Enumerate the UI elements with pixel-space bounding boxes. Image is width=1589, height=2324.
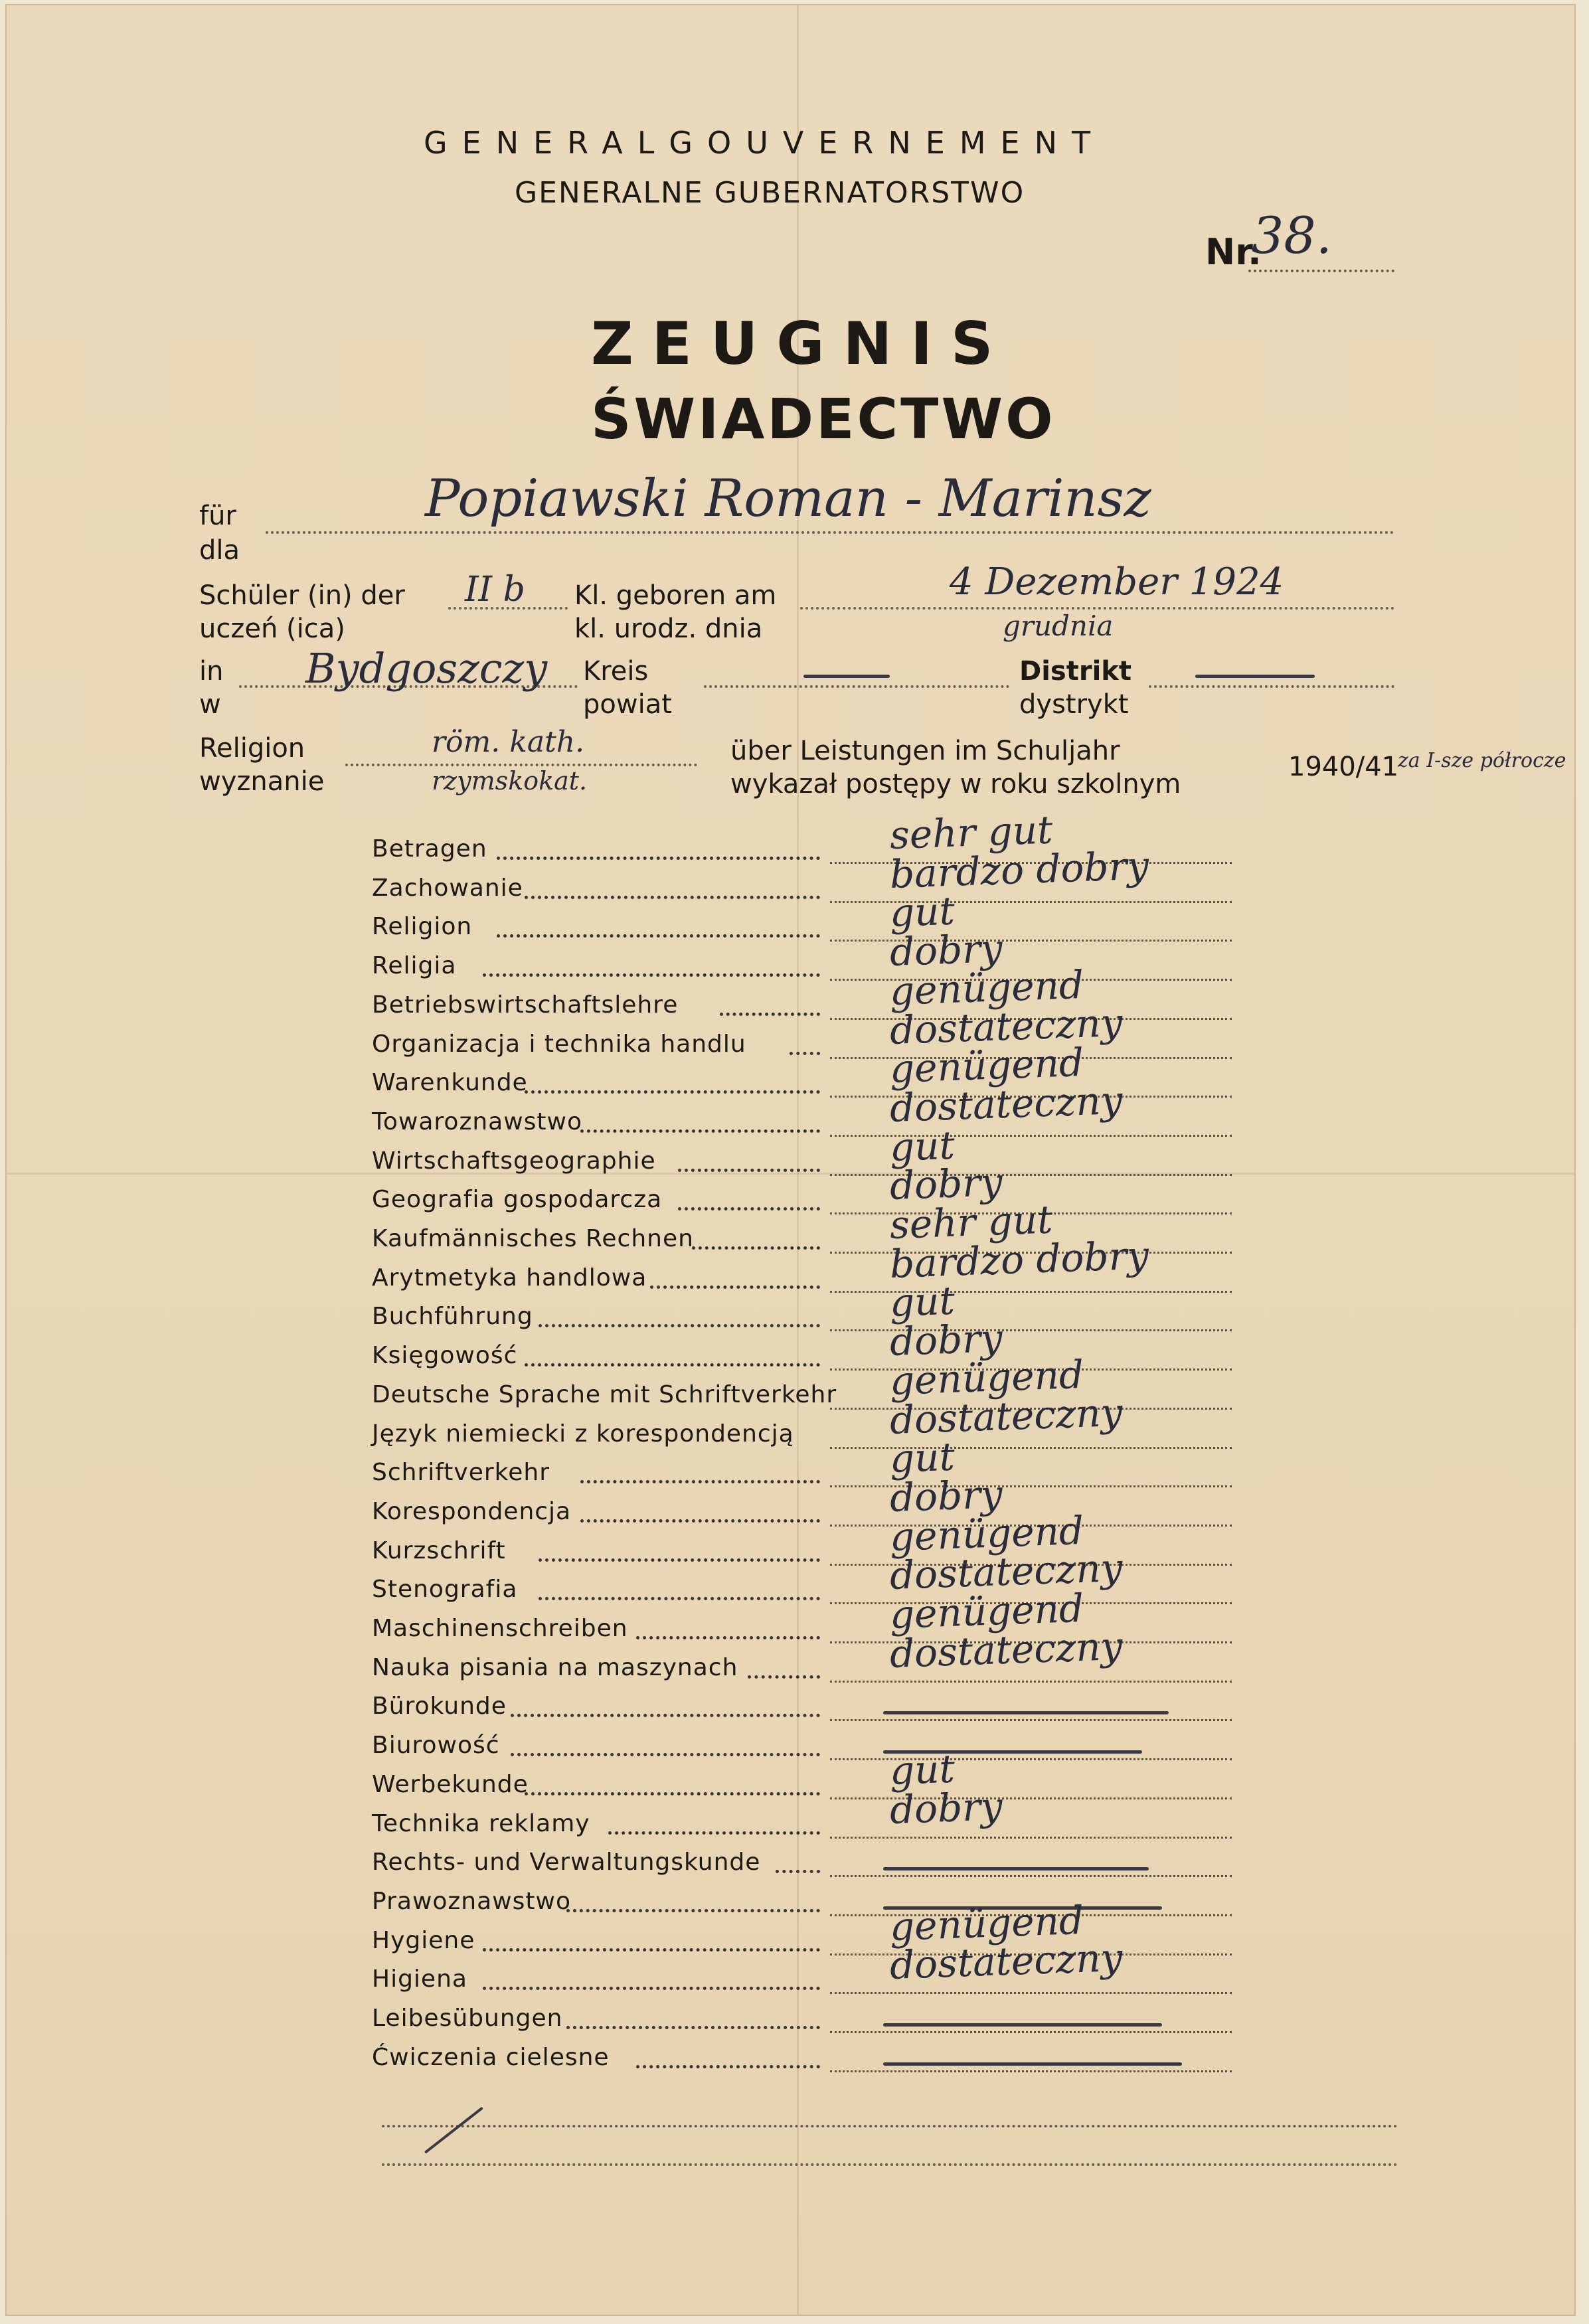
subject-name: Geografia gospodarcza [372,1186,663,1213]
subject-leader-dots [636,2065,820,2068]
subject-name: Arytmetyka handlowa [372,1264,647,1291]
document-title-polish: ŚWIADECTWO [591,386,1056,452]
number-label: Nr. [1205,231,1262,273]
label-dystrykt: dystrykt [1019,689,1129,720]
grade-line [830,1719,1232,1721]
subject-grade: gut [888,1434,956,1481]
label-in: in [199,656,224,687]
grade-line [830,1992,1232,1994]
subject-grade: genügend [888,961,1085,1014]
subject-grade: genügend [888,1897,1085,1950]
subject-name: Księgowość [372,1342,518,1369]
subject-grade: gut [888,888,956,936]
subject-leader-dots [539,1324,820,1327]
subject-name: Warenkunde [372,1069,528,1096]
subject-leader-dots [525,1792,820,1795]
grade-dash [883,1867,1149,1870]
subject-grade: sehr gut [888,1197,1054,1248]
subject-leader-dots [525,896,820,899]
subject-name: Kaufmännisches Rechnen [372,1225,694,1252]
subject-name: Biurowość [372,1732,500,1759]
kreis-line [704,685,1009,688]
subject-leader-dots [525,1363,820,1367]
subject-grade: genügend [888,1039,1085,1092]
subject-leader-dots [483,1987,820,1990]
subject-leader-dots [497,934,820,938]
subject-leader-dots [497,857,820,860]
document-title-german: ZEUGNIS [591,309,1012,378]
subject-name: Schriftverkehr [372,1459,550,1486]
subject-leader-dots [650,1286,820,1289]
subject-leader-dots [608,1831,820,1835]
subject-grade: dobry [888,1784,1003,1833]
grade-line [830,1681,1232,1683]
student-name: Popiawski Roman - Marinsz [425,469,1151,529]
subject-grade: dostateczny [888,1389,1124,1443]
subject-name: Kurzschrift [372,1537,506,1564]
extra-slash-mark [424,2107,483,2154]
subject-grade: dobry [888,1471,1003,1521]
subject-grade: gut [888,1746,956,1793]
subject-leader-dots [692,1246,820,1250]
header-line-german: GENERALGOUVERNEMENT [424,125,1106,161]
distrikt-dash [1195,675,1315,678]
label-fur: für [199,501,236,531]
subject-name: Rechts- und Verwaltungskunde [372,1849,761,1876]
grade-line [830,2031,1232,2033]
place-value: Bydgoszczy [305,644,548,693]
subject-leader-dots [776,1870,820,1873]
subject-leader-dots [580,1519,820,1523]
subject-leader-dots [566,1909,820,1912]
name-line [266,531,1394,534]
subject-grade: dostateczny [888,999,1124,1053]
subject-name: Nauka pisania na maszynach [372,1654,738,1681]
subject-leader-dots [748,1675,820,1679]
subject-grade: gut [888,1278,956,1325]
label-kl: Kl. geboren am [574,580,777,611]
subject-name: Religion [372,913,473,940]
distrikt-line [1149,685,1394,688]
subject-name: Organizacja i technika handlu [372,1031,746,1058]
subject-leader-dots [539,1558,820,1562]
subject-name: Towaroznawstwo [372,1108,582,1135]
subject-name: Prawoznawstwo [372,1888,571,1915]
subject-name: Bürokunde [372,1693,507,1720]
label-powiat: powiat [583,689,672,720]
subject-name: Język niemiecki z korespondencją [372,1420,794,1448]
label-distrikt: Distrikt [1019,656,1132,687]
subject-name: Korespondencja [372,1498,572,1525]
label-w: w [199,689,221,720]
term-note: za I-sze półrocze [1398,749,1566,772]
subject-name: Betriebswirtschaftslehre [372,991,679,1019]
number-value: 38. [1252,206,1332,265]
subject-grade: bardzo dobry [888,843,1150,897]
number-underline [1248,270,1394,272]
subject-grade: dostateczny [888,1077,1124,1131]
subject-name: Higiena [372,1965,467,1993]
label-wyznanie: wyznanie [199,766,325,797]
subject-grade: gut [888,1122,956,1170]
subject-name: Wirtschaftsgeographie [372,1147,656,1175]
subject-leader-dots [678,1207,820,1210]
label-religion: Religion [199,733,305,764]
subject-leader-dots [539,1597,820,1600]
label-wykazal: wykazał postępy w roku szkolnym [730,769,1181,799]
subject-grade: sehr gut [888,807,1054,858]
label-kreis: Kreis [583,656,649,687]
subject-name: Technika reklamy [372,1810,590,1837]
label-dla: dla [199,535,240,566]
subject-name: Religia [372,952,457,979]
subject-grade: dobry [888,1315,1003,1365]
subject-name: Maschinenschreiben [372,1615,628,1642]
subject-leader-dots [636,1636,820,1639]
subject-name: Buchführung [372,1303,533,1330]
subject-grade: genügend [888,1507,1085,1560]
subject-name: Stenografia [372,1576,518,1603]
subject-leader-dots [511,1714,820,1717]
subject-leader-dots [580,1480,820,1483]
class-value: II b [465,570,525,610]
subject-leader-dots [483,973,820,977]
grade-dash [883,2023,1162,2027]
subject-grade: bardzo dobry [888,1232,1150,1287]
birth-month-polish: grudnia [1003,610,1114,642]
subject-leader-dots [483,1948,820,1951]
subject-leader-dots [525,1090,820,1094]
subject-name: Hygiene [372,1927,475,1954]
subject-grade: dobry [888,926,1003,975]
subject-grade: genügend [888,1351,1085,1404]
certificate-sheet [5,4,1576,2316]
subject-name: Ćwiczenia cielesne [372,2044,610,2071]
subject-name: Deutsche Sprache mit Schriftverkehr [372,1381,837,1408]
school-year: 1940/41 [1288,752,1399,782]
label-uczen: uczeń (ica) [199,614,345,644]
grade-dash [883,1711,1169,1714]
subject-grade: dostateczny [888,1623,1124,1677]
grade-dash [883,2062,1182,2066]
subject-grade: dobry [888,1159,1003,1208]
subject-leader-dots [580,1129,820,1133]
subject-leader-dots [720,1013,820,1016]
label-schuler: Schüler (in) der [199,580,405,611]
religion-polish: rzymskokat. [432,766,588,795]
extra-line-1 [382,2125,1398,2127]
label-uber: über Leistungen im Schuljahr [730,736,1120,766]
subject-leader-dots [678,1169,820,1172]
subject-grade: dostateczny [888,1544,1124,1598]
kreis-dash [803,675,890,678]
subject-leader-dots [790,1052,820,1055]
subject-name: Zachowanie [372,874,523,902]
horizontal-fold [7,1173,1574,1175]
subject-leader-dots [511,1753,820,1756]
subject-name: Betragen [372,835,487,863]
subject-leader-dots [566,2026,820,2029]
birth-date: 4 Dezember 1924 [950,560,1284,604]
subject-grade: dostateczny [888,1934,1124,1988]
subject-grade: genügend [888,1585,1085,1637]
religion-german: röm. kath. [432,725,585,759]
extra-line-2 [382,2163,1398,2166]
grade-line [830,2070,1232,2072]
grade-line [830,1837,1232,1839]
grade-line [830,1875,1232,1877]
label-kl-pl: kl. urodz. dnia [574,614,763,644]
subject-name: Werbekunde [372,1771,529,1798]
subject-name: Leibesübungen [372,2005,563,2032]
header-line-polish: GENERALNE GUBERNATORSTWO [515,176,1025,210]
